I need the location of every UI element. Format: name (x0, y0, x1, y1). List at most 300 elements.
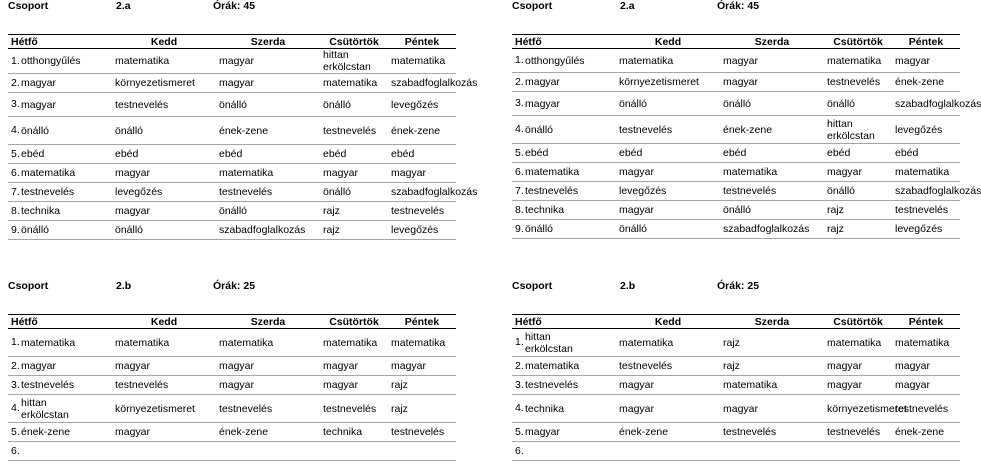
lesson-cell (8, 395, 112, 423)
lesson-subject: matematika (219, 167, 274, 179)
lesson-cell (720, 442, 824, 461)
lesson-subject: matematika (21, 167, 76, 180)
lesson-subject: technika (525, 402, 565, 415)
timetable (8, 314, 456, 461)
lesson-number: 1. (515, 336, 524, 349)
lesson-subject: magyar (525, 76, 561, 89)
lesson-subject: matematika (219, 336, 274, 349)
day-header-row (512, 35, 960, 49)
lesson-cell (8, 442, 112, 461)
lesson-number: 3. (515, 97, 524, 110)
lesson-subject: magyar (895, 379, 931, 391)
lesson-cell (8, 49, 112, 74)
lesson-subject: levegőzés (619, 185, 667, 197)
lesson-subject: magyar (323, 167, 359, 179)
lesson-cell (320, 145, 388, 164)
lesson-subject: magyar (827, 379, 863, 391)
lesson-subject: önálló (619, 97, 648, 110)
lesson-number: 8. (11, 204, 20, 217)
lesson-subject: matematika (525, 166, 580, 179)
lesson-cell (216, 164, 320, 183)
lesson-cell (112, 395, 216, 423)
lesson-row (512, 73, 960, 92)
lesson-cell (216, 329, 320, 357)
lesson-cell (388, 357, 456, 376)
lesson-subject: matematika (323, 336, 378, 349)
lesson-cell (8, 423, 112, 442)
lesson-number: 6. (11, 166, 20, 179)
lesson-subject: magyar (895, 360, 931, 372)
lesson-row (8, 183, 456, 202)
hours-info (717, 280, 759, 292)
lesson-row (8, 221, 456, 240)
lesson-number: 3. (515, 378, 524, 391)
lesson-subject: testnevelés (619, 123, 673, 136)
timetable-block (512, 0, 981, 236)
lesson-cell (320, 202, 388, 221)
lesson-subject: magyar (323, 360, 359, 372)
day-header: Péntek (892, 315, 960, 329)
lesson-cell (720, 423, 824, 442)
lesson-subject: magyar (895, 54, 931, 67)
lesson-cell (112, 423, 216, 442)
lesson-row (512, 357, 960, 376)
lesson-subject: magyar (619, 166, 655, 178)
lesson-row (8, 49, 456, 74)
lesson-cell (824, 442, 892, 461)
day-header-row (512, 315, 960, 329)
lesson-cell (8, 357, 112, 376)
hours-label: Órák: (717, 280, 745, 292)
lesson-subject: matematika (525, 360, 580, 373)
lesson-row (8, 376, 456, 395)
lesson-cell (388, 117, 456, 145)
lesson-cell (720, 329, 824, 357)
group-label: Csoport (512, 0, 553, 12)
lesson-subject: testnevelés (525, 379, 579, 392)
lesson-subject: ének-zene (219, 426, 269, 438)
lesson-cell (320, 164, 388, 183)
lesson-cell (388, 49, 456, 74)
lesson-row (8, 202, 456, 221)
lesson-cell (720, 163, 824, 182)
lesson-cell (112, 376, 216, 395)
lesson-cell (720, 182, 824, 201)
lesson-subject: hittan erkölcstan (827, 117, 875, 142)
lesson-cell (388, 183, 478, 202)
lesson-cell (824, 423, 892, 442)
lesson-subject: magyar (21, 77, 57, 90)
group-name: 2.b (620, 280, 636, 292)
lesson-cell (216, 93, 320, 117)
lesson-cell (616, 116, 720, 144)
lesson-cell (824, 49, 892, 73)
day-header: Péntek (388, 35, 456, 49)
lesson-subject: testnevelés (525, 185, 579, 198)
lesson-subject: ének-zene (21, 426, 71, 439)
lesson-number: 1. (11, 336, 20, 349)
lesson-cell (512, 376, 616, 395)
day-header: Kedd (616, 315, 720, 329)
day-header: Hétfő (8, 35, 112, 49)
lesson-cell (892, 376, 960, 395)
lesson-cell (388, 164, 456, 183)
lesson-subject: hittan erkölcstan (525, 330, 573, 355)
day-header: Szerda (720, 35, 824, 49)
lesson-cell (824, 144, 892, 163)
lesson-cell (320, 442, 388, 461)
lesson-subject: matematika (323, 77, 378, 89)
lesson-subject: matematika (115, 55, 170, 67)
lesson-subject: rajz (827, 223, 844, 235)
lesson-cell (320, 357, 388, 376)
lesson-subject: testnevelés (723, 426, 777, 438)
lesson-row (8, 93, 456, 117)
lesson-subject: magyar (391, 167, 427, 179)
lesson-cell (824, 357, 892, 376)
lesson-subject: ebéd (115, 148, 139, 160)
lesson-cell (8, 145, 112, 164)
day-header: Péntek (388, 315, 456, 329)
lesson-subject: szabadfoglalkozás (895, 185, 981, 197)
lesson-subject: magyar (323, 379, 359, 391)
lesson-subject: önálló (115, 224, 144, 236)
lesson-row (512, 201, 960, 220)
lesson-cell (616, 442, 720, 461)
day-header: Csütörtök (320, 35, 388, 49)
lesson-subject: környezetismeret (827, 402, 907, 415)
day-header-row (8, 315, 456, 329)
lesson-cell (720, 73, 824, 92)
lesson-cell (112, 164, 216, 183)
lesson-cell (512, 442, 616, 461)
lesson-subject: magyar (619, 402, 655, 415)
lesson-subject: ének-zene (895, 426, 945, 438)
lesson-cell (112, 74, 216, 93)
lesson-subject: magyar (115, 426, 151, 438)
lesson-subject: környezetismeret (619, 76, 699, 88)
lesson-cell (892, 116, 960, 144)
lesson-subject: környezetismeret (115, 402, 195, 415)
lesson-cell (388, 395, 456, 423)
lesson-cell (892, 182, 981, 201)
lesson-number: 5. (515, 425, 524, 438)
lesson-subject: hittan erkölcstan (21, 396, 69, 421)
lesson-cell (720, 220, 824, 239)
lesson-row (512, 442, 960, 461)
day-header: Csütörtök (320, 315, 388, 329)
lesson-subject: önálló (827, 185, 856, 197)
lesson-subject: önálló (619, 223, 648, 235)
lesson-cell (112, 117, 216, 145)
lesson-subject: önálló (723, 204, 752, 216)
day-header: Hétfő (8, 315, 112, 329)
group-header (512, 0, 960, 14)
lesson-subject: testnevelés (115, 379, 169, 391)
lesson-cell (216, 357, 320, 376)
lesson-cell (320, 376, 388, 395)
lesson-subject: matematika (619, 336, 674, 349)
lesson-number: 3. (11, 378, 20, 391)
lesson-cell (216, 117, 320, 145)
lesson-cell (112, 49, 216, 74)
lesson-subject: rajz (827, 204, 844, 216)
lesson-cell (112, 145, 216, 164)
lesson-subject: testnevelés (21, 186, 75, 199)
lesson-subject: magyar (525, 97, 561, 110)
lesson-subject: matematika (827, 336, 882, 349)
lesson-subject: ének-zene (619, 426, 669, 438)
lesson-number: 4. (515, 402, 524, 415)
lesson-cell (112, 202, 216, 221)
lesson-subject: magyar (619, 204, 655, 216)
hours-info (213, 0, 255, 12)
lesson-cell (320, 74, 388, 93)
lesson-cell (824, 182, 892, 201)
day-header: Hétfő (512, 315, 616, 329)
lesson-cell (216, 74, 320, 93)
lesson-subject: matematika (895, 166, 950, 178)
lesson-row (8, 395, 456, 423)
timetable-block (512, 280, 960, 457)
lesson-subject: magyar (21, 98, 57, 111)
lesson-subject: szabadfoglalkozás (723, 223, 810, 235)
lesson-cell (824, 329, 892, 357)
lesson-cell (720, 395, 824, 423)
lesson-subject: rajz (391, 402, 408, 415)
lesson-subject: magyar (219, 360, 255, 372)
lesson-number: 6. (515, 165, 524, 178)
lesson-cell (112, 357, 216, 376)
lesson-subject: matematika (895, 336, 950, 349)
lesson-subject: rajz (323, 205, 340, 217)
lesson-subject: testnevelés (391, 205, 445, 217)
timetable (8, 34, 478, 240)
lesson-row (8, 164, 456, 183)
lesson-subject: önálló (219, 205, 248, 217)
lesson-cell (892, 357, 960, 376)
lesson-subject: testnevelés (219, 402, 273, 415)
lesson-cell (720, 92, 824, 116)
lesson-cell (616, 201, 720, 220)
lesson-row (512, 182, 960, 201)
lesson-subject: szabadfoglalkozás (895, 97, 981, 110)
lesson-cell (320, 221, 388, 240)
lesson-row (512, 116, 960, 144)
lesson-cell (824, 116, 892, 144)
lesson-row (512, 376, 960, 395)
group-header (8, 0, 456, 14)
lesson-subject: testnevelés (895, 204, 949, 216)
lesson-cell (112, 221, 216, 240)
lesson-cell (720, 116, 824, 144)
lesson-cell (112, 183, 216, 202)
hours-label: Órák: (717, 0, 745, 12)
lesson-cell (616, 357, 720, 376)
lesson-subject: hittan erkölcstan (323, 49, 371, 73)
lesson-cell (892, 329, 960, 357)
lesson-number: 2. (11, 359, 20, 372)
lesson-cell (892, 144, 960, 163)
lesson-subject: matematika (391, 55, 446, 67)
lesson-cell (320, 117, 388, 145)
lesson-subject: testnevelés (219, 186, 273, 198)
lesson-subject: magyar (219, 77, 255, 89)
lesson-subject: matematika (391, 336, 446, 349)
lesson-subject: levegőzés (115, 186, 163, 198)
lesson-subject: levegőzés (391, 224, 439, 236)
lesson-cell (824, 163, 892, 182)
lesson-number: 4. (515, 123, 524, 136)
lesson-cell (8, 376, 112, 395)
lesson-subject: magyar (827, 360, 863, 372)
lesson-subject: matematika (723, 166, 778, 178)
lesson-subject: matematika (827, 54, 882, 67)
lesson-cell (512, 357, 616, 376)
hours-info (213, 280, 255, 292)
lesson-cell (216, 423, 320, 442)
lesson-subject: testnevelés (391, 426, 445, 438)
timetable (512, 34, 981, 239)
lesson-subject: rajz (323, 224, 340, 236)
lesson-cell (616, 182, 720, 201)
lesson-number: 7. (11, 185, 20, 198)
lesson-subject: technika (21, 205, 61, 218)
lesson-cell (8, 117, 112, 145)
lesson-cell (720, 201, 824, 220)
lesson-cell (388, 442, 456, 461)
lesson-cell (720, 357, 824, 376)
lesson-number: 5. (515, 146, 524, 159)
lesson-cell (892, 92, 981, 116)
lesson-cell (320, 329, 388, 357)
group-name: 2.a (116, 0, 131, 12)
lesson-cell (512, 73, 616, 92)
lesson-subject: matematika (21, 336, 76, 349)
lesson-cell (216, 395, 320, 423)
day-header: Szerda (720, 315, 824, 329)
lesson-cell (216, 183, 320, 202)
lesson-cell (720, 144, 824, 163)
lesson-subject: önálló (323, 98, 352, 111)
lesson-cell (512, 49, 616, 73)
lesson-row (8, 145, 456, 164)
timetable (512, 314, 960, 461)
group-header (8, 280, 456, 294)
group-label: Csoport (512, 280, 553, 292)
lesson-subject: rajz (723, 360, 740, 372)
lesson-subject: testnevelés (895, 402, 949, 415)
lesson-subject: levegőzés (895, 223, 943, 235)
lesson-subject: szabadfoglalkozás (219, 224, 306, 236)
lesson-cell (512, 116, 616, 144)
lesson-cell (388, 202, 456, 221)
lesson-cell (112, 93, 216, 117)
lesson-cell (616, 395, 720, 423)
lesson-cell (8, 74, 112, 93)
lesson-row (8, 357, 456, 376)
day-header: Hétfő (512, 35, 616, 49)
lesson-subject: ebéd (827, 147, 851, 159)
lesson-cell (216, 442, 320, 461)
lesson-cell (512, 182, 616, 201)
lesson-subject: testnevelés (827, 426, 881, 438)
lesson-number: 1. (515, 54, 524, 67)
lesson-subject: magyar (115, 360, 151, 372)
lesson-subject: testnevelés (323, 124, 377, 137)
lesson-cell (616, 423, 720, 442)
lesson-subject: ének-zene (391, 124, 441, 137)
lesson-row (8, 442, 456, 461)
lesson-cell (320, 395, 388, 423)
lesson-row (512, 92, 960, 116)
lesson-cell (112, 329, 216, 357)
lesson-number: 2. (515, 75, 524, 88)
lesson-subject: magyar (219, 379, 255, 391)
lesson-number: 9. (515, 222, 524, 235)
lesson-cell (824, 376, 892, 395)
lesson-row (512, 423, 960, 442)
lesson-cell (616, 220, 720, 239)
lesson-subject: technika (323, 426, 363, 438)
hours-value: 45 (243, 0, 256, 12)
lesson-cell (216, 376, 320, 395)
lesson-cell (892, 220, 960, 239)
lesson-subject: magyar (723, 402, 759, 415)
lesson-cell (388, 221, 456, 240)
day-header: Szerda (216, 315, 320, 329)
lesson-subject: önálló (219, 98, 248, 111)
lesson-cell (216, 221, 320, 240)
lesson-cell (720, 49, 824, 73)
lesson-number: 5. (11, 147, 20, 160)
group-name: 2.b (116, 280, 132, 292)
lesson-subject: önálló (21, 224, 50, 237)
lesson-subject: ebéd (219, 148, 243, 160)
lesson-subject: levegőzés (391, 98, 439, 111)
lesson-cell (892, 201, 960, 220)
lesson-cell (216, 145, 320, 164)
lesson-cell (512, 163, 616, 182)
lesson-row (512, 329, 960, 357)
lesson-subject: ebéd (525, 147, 549, 160)
lesson-cell (388, 74, 478, 93)
lesson-subject: magyar (115, 205, 151, 217)
lesson-number: 6. (515, 445, 524, 457)
lesson-cell (616, 376, 720, 395)
lesson-subject: ének-zene (219, 124, 269, 137)
lesson-number: 7. (515, 184, 524, 197)
day-header: Kedd (616, 35, 720, 49)
lesson-cell (216, 49, 320, 74)
lesson-subject: önálló (115, 124, 144, 137)
lesson-number: 1. (11, 54, 20, 67)
lesson-cell (388, 93, 456, 117)
lesson-subject: önálló (525, 223, 554, 236)
lesson-cell (616, 92, 720, 116)
lesson-subject: testnevelés (619, 360, 673, 372)
lesson-subject: otthongyűlés (21, 55, 81, 68)
lesson-number: 3. (11, 98, 20, 111)
hours-info (717, 0, 759, 12)
lesson-subject: ebéd (391, 148, 415, 160)
lesson-cell (892, 423, 960, 442)
lesson-cell (824, 220, 892, 239)
day-header: Péntek (892, 35, 960, 49)
lesson-number: 4. (11, 124, 20, 137)
lesson-subject: önálló (525, 123, 554, 136)
group-label: Csoport (8, 280, 49, 292)
